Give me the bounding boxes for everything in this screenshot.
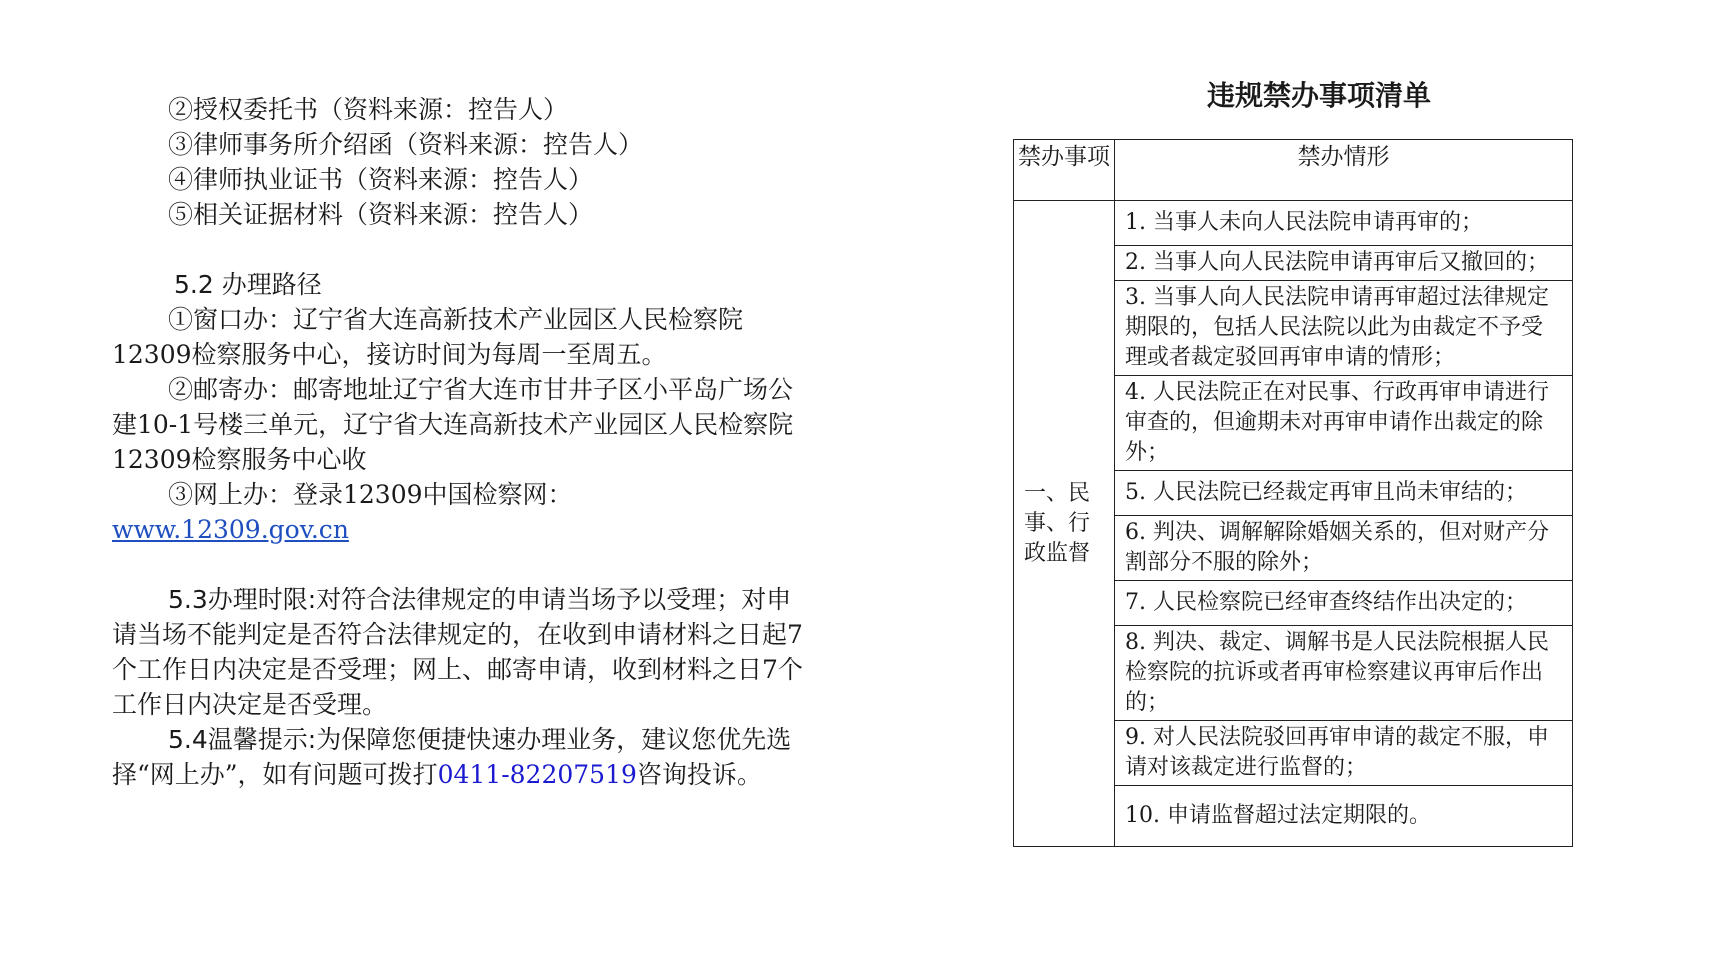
situation-cell: 10. 申请监督超过法定期限的。 [1115,786,1573,847]
situation-cell: 6. 判决、调解解除婚姻关系的，但对财产分割部分不服的除外； [1115,516,1573,581]
doc-item: ③律师事务所介绍函（资料来源：控告人） [168,130,644,159]
section-5-3-text: 对符合法律规定的申请当场予以受理；对申请当场不能判定是否符合法律规定的，在收到申请材料之日起7个工作日内决定是否受理；网上、邮寄申请，收到材料之日7个工作日内决定是否受理。 [112,585,803,719]
website-line [112,512,812,547]
section-5-4-tail: 咨询投诉。 [636,760,762,789]
situation-cell: 9. 对人民法院驳回再审申请的裁定不服，申请对该裁定进行监督的； [1115,721,1573,786]
situation-cell: 5. 人民法院已经裁定再审且尚未审结的； [1115,471,1573,516]
section-5-2-heading: 5.2 办理路径 [174,270,322,299]
situation-cell: 1. 当事人未向人民法院申请再审的； [1115,201,1573,246]
category-cell: 一、民事、行政监督 [1014,201,1115,847]
col-header-item: 禁办事项 [1014,140,1115,201]
table-header-row [1014,140,1573,201]
website-link[interactable]: www.12309.gov.cn [112,515,349,544]
situation-cell: 7. 人民检察院已经审查终结作出决定的； [1115,581,1573,626]
situation-cell: 4. 人民法院正在对民事、行政再审申请进行审查的，但逾期未对再审申请作出裁定的除外； [1115,376,1573,471]
route-mail: ②邮寄办：邮寄地址辽宁省大连市甘井子区小平岛广场公建10-1号楼三单元，辽宁省大连高新技术产业园区人民检察院12309检察服务中心收 [112,375,794,474]
phone-number[interactable]: 0411-82207519 [437,760,637,789]
doc-item: ④律师执业证书（资料来源：控告人） [168,165,594,194]
route-window: ①窗口办：辽宁省大连高新技术产业园区人民检察院12309检察服务中心，接访时间为每周一至周五。 [112,305,744,369]
section-5-3-label: 5.3办理时限: [168,585,317,614]
col-header-situation: 禁办情形 [1115,140,1573,201]
situation-cell: 8. 判决、裁定、调解书是人民法院根据人民检察院的抗诉或者再审检察建议再审后作出的； [1115,626,1573,721]
procedure-text [112,92,812,792]
route-online: ③网上办：登录12309中国检察网： [168,480,573,509]
doc-item: ②授权委托书（资料来源：控告人） [168,95,569,124]
prohibited-items-table [1013,139,1573,847]
doc-item: ⑤相关证据材料（资料来源：控告人） [168,200,594,229]
section-5-4-text: 为保障您便捷快速办理业务，建议您优先选择“网上办”，如有问题可拨打 [112,725,792,789]
section-5-4-label: 5.4温馨提示: [168,725,317,754]
situation-cell: 2. 当事人向人民法院申请再审后又撤回的； [1115,246,1573,281]
table-row [1014,201,1573,246]
section-5-4 [112,722,812,792]
section-5-3 [112,582,812,722]
situation-cell: 3. 当事人向人民法院申请再审超过法律规定期限的，包括人民法院以此为由裁定不予受理或者裁定驳回再审申请的情形； [1115,281,1573,376]
prohibited-list-title: 违规禁办事项清单 [1206,79,1431,112]
